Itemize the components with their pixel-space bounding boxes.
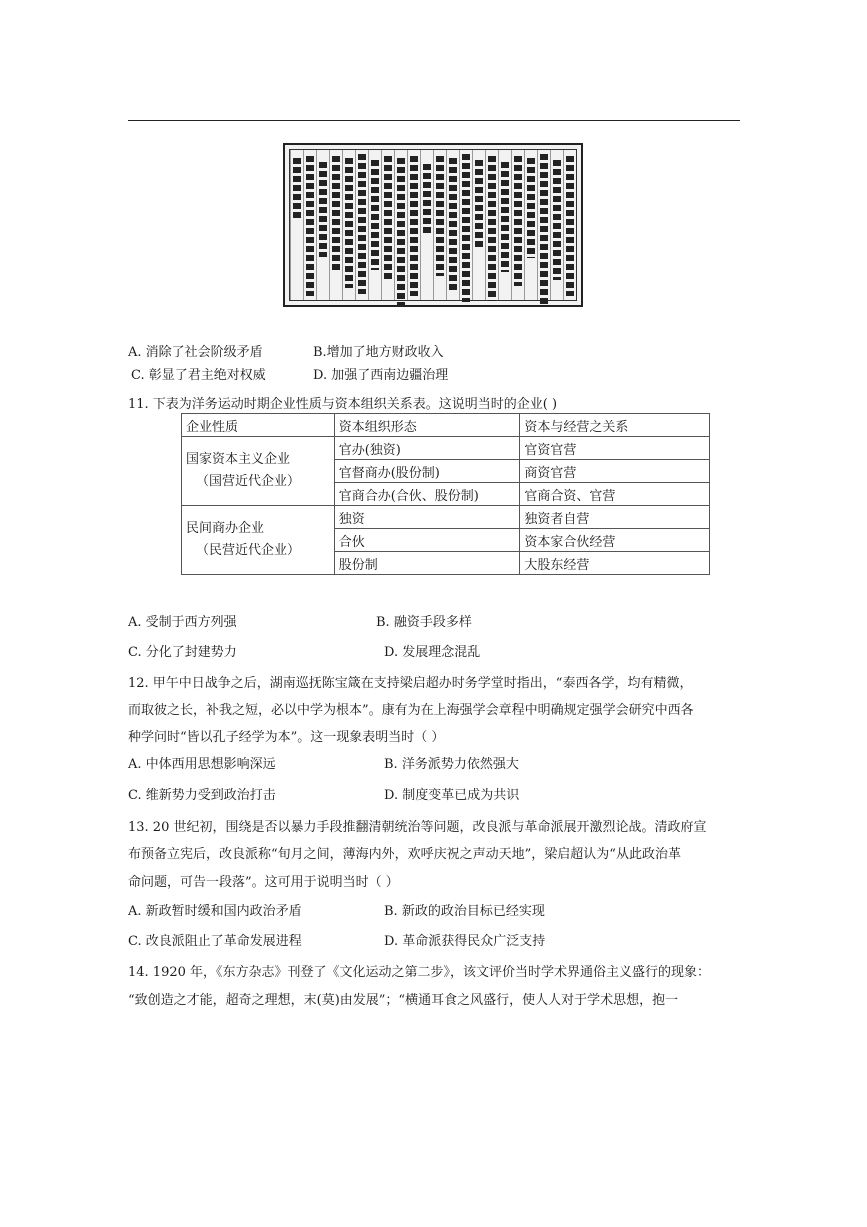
table-row xyxy=(182,437,710,460)
historical-record-image xyxy=(283,143,583,307)
q13-stem-line: 13. 20 世纪初，围绕是否以暴力手段推翻清朝统治等问题，改良派与革命派展开激烈论战。清政府宣 xyxy=(128,820,707,835)
record-text-column xyxy=(290,150,303,300)
record-text-column xyxy=(355,150,368,300)
record-text-column xyxy=(329,150,342,300)
q13-stem-line: 命问题，可告一段落”。这可用于说明当时（ ） xyxy=(128,875,399,890)
record-text-column xyxy=(550,150,563,300)
nature-line: （国营近代企业） xyxy=(196,474,301,489)
record-text-column xyxy=(472,150,485,300)
record-text-column xyxy=(511,150,524,300)
record-text-column xyxy=(498,150,511,300)
enterprise-capital-table xyxy=(181,413,710,575)
nature-line: 国家资本主义企业 xyxy=(186,452,291,467)
record-text-column xyxy=(563,150,576,300)
nature-line: （民营近代企业） xyxy=(196,543,301,558)
q12-stem-line: 12. 甲午中日战争之后，湖南巡抚陈宝箴在支持梁启超办时务学堂时指出，“泰西各学，均有精微， xyxy=(128,676,693,691)
q12-stem-line: 种学问时“皆以孔子经学为本”。这一现象表明当时（ ） xyxy=(128,730,445,745)
table-header-row xyxy=(182,414,710,437)
record-text-column xyxy=(394,150,407,300)
record-text-column xyxy=(524,150,537,300)
q11-option-b[interactable]: B. 融资手段多样 xyxy=(376,615,472,630)
q13-option-c[interactable]: C. 改良派阻止了革命发展进程 xyxy=(128,934,302,949)
record-text-column xyxy=(368,150,381,300)
record-text-column xyxy=(342,150,355,300)
record-text-column xyxy=(433,150,446,300)
table-row xyxy=(182,506,710,529)
q14-stem-line: “致创造之才能，超奇之理想，末(莫)由发展”；“横通耳食之风盛行，使人人对于学术思想，抱一 xyxy=(128,993,679,1008)
record-text-column xyxy=(485,150,498,300)
q12-stem-line: 而取彼之长，补我之短，必以中学为根本”。康有为在上海强学会章程中明确规定强学会研究中西各 xyxy=(128,703,694,718)
q13-option-a[interactable]: A. 新政暂时缓和国内政治矛盾 xyxy=(128,904,302,919)
table-cell: 官商合资、官营 xyxy=(520,483,710,506)
q14-stem-line: 14. 1920 年，《东方杂志》刊登了《文化运动之第二步》，该文评价当时学术界通俗主义盛行的现象： xyxy=(128,965,711,980)
table-cell: 合伙 xyxy=(334,529,520,552)
table-header-cell: 资本组织形态 xyxy=(334,414,520,437)
table-cell: 商资官营 xyxy=(520,460,710,483)
nature-line: 民间商办企业 xyxy=(186,521,265,536)
record-text-column xyxy=(407,150,420,300)
table-cell: 官商合办(合伙、股份制) xyxy=(334,483,520,506)
nature-cell-state xyxy=(182,437,335,506)
record-text-column xyxy=(446,150,459,300)
table-header-cell: 资本与经营之关系 xyxy=(520,414,710,437)
record-text-column xyxy=(316,150,329,300)
record-text-column xyxy=(537,150,550,300)
record-text-column xyxy=(381,150,394,300)
q13-stem-line: 布预备立宪后，改良派称“旬月之间，薄海内外，欢呼庆祝之声动天地”，梁启超认为“从此政治革 xyxy=(128,847,681,862)
q11-option-d[interactable]: D. 发展理念混乱 xyxy=(384,645,481,660)
table-cell: 股份制 xyxy=(334,552,520,575)
q11-stem: 11. 下表为洋务运动时期企业性质与资本组织关系表。这说明当时的企业( ) xyxy=(128,397,558,412)
header-rule xyxy=(128,120,740,121)
q12-option-a[interactable]: A. 中体西用思想影响深远 xyxy=(128,757,276,772)
q12-option-d[interactable]: D. 制度变革已成为共识 xyxy=(384,788,520,803)
q10-option-d[interactable]: D. 加强了西南边疆治理 xyxy=(313,368,449,383)
table-cell: 官资官营 xyxy=(520,437,710,460)
q13-option-d[interactable]: D. 革命派获得民众广泛支持 xyxy=(384,934,546,949)
q10-option-b[interactable]: B.增加了地方财政收入 xyxy=(313,345,444,360)
q10-option-c[interactable]: C. 彰显了君主绝对权威 xyxy=(131,368,266,383)
q11-option-a[interactable]: A. 受制于西方列强 xyxy=(128,615,237,630)
q12-option-b[interactable]: B. 洋务派势力依然强大 xyxy=(384,757,519,772)
table-cell: 独资者自营 xyxy=(520,506,710,529)
q10-option-a[interactable]: A. 消除了社会阶级矛盾 xyxy=(128,345,263,360)
q12-option-c[interactable]: C. 维新势力受到政治打击 xyxy=(128,788,276,803)
record-text-column xyxy=(303,150,316,300)
q13-option-b[interactable]: B. 新政的政治目标已经实现 xyxy=(384,904,545,919)
table-cell: 官督商办(股份制) xyxy=(334,460,520,483)
table-cell: 资本家合伙经营 xyxy=(520,529,710,552)
record-text-column xyxy=(420,150,433,300)
table-header-cell: 企业性质 xyxy=(182,414,335,437)
record-text-column xyxy=(459,150,472,300)
q11-option-c[interactable]: C. 分化了封建势力 xyxy=(128,645,237,660)
table-cell: 官办(独资) xyxy=(334,437,520,460)
nature-cell-private xyxy=(182,506,335,575)
table-cell: 独资 xyxy=(334,506,520,529)
table-cell: 大股东经营 xyxy=(520,552,710,575)
